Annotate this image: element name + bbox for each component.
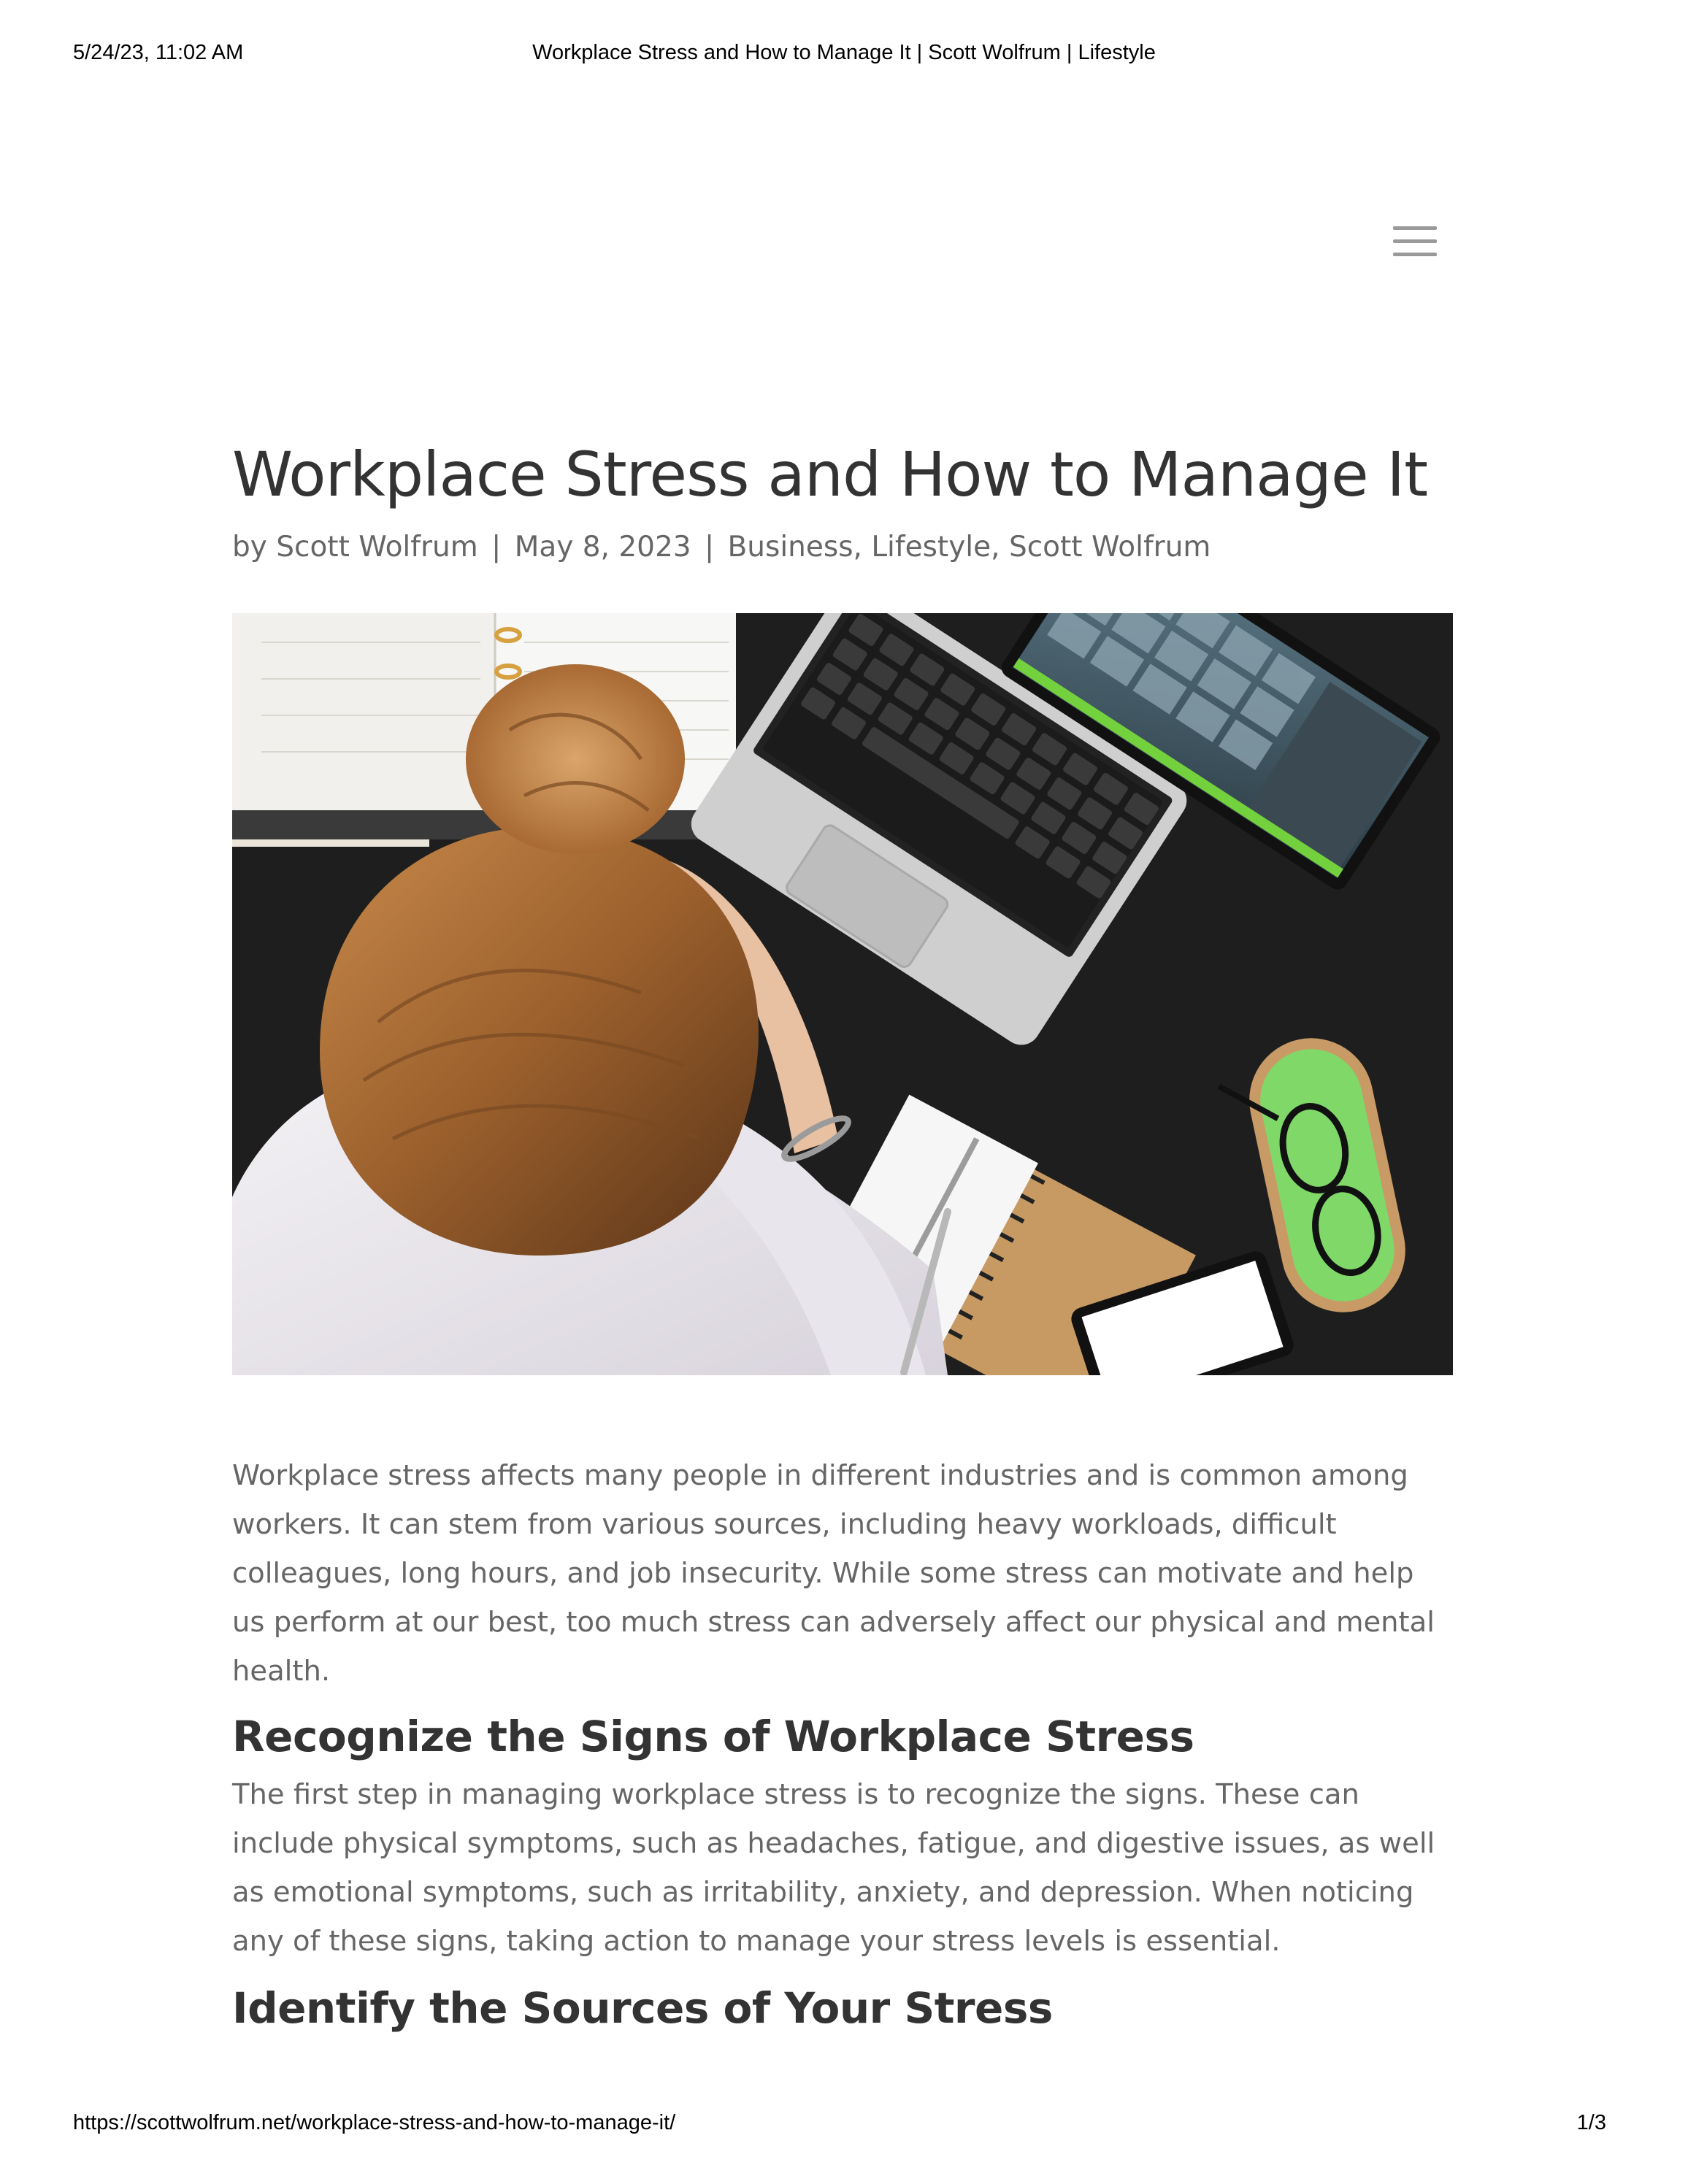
menu-bar bbox=[1393, 253, 1437, 256]
meta-separator: | bbox=[491, 531, 502, 564]
category-link-business[interactable]: Business bbox=[727, 531, 853, 564]
meta-comma: , bbox=[991, 531, 1009, 564]
category-link-lifestyle[interactable]: Lifestyle bbox=[871, 531, 991, 564]
print-url: https://scottwolfrum.net/workplace-stress-and-how-to-manage-it/ bbox=[73, 2111, 676, 2134]
meta-comma: , bbox=[853, 531, 872, 564]
category-link-scott-wolfrum[interactable]: Scott Wolfrum bbox=[1008, 531, 1211, 564]
meta-separator: | bbox=[705, 531, 715, 564]
menu-bar bbox=[1393, 226, 1437, 230]
post-meta bbox=[232, 527, 1453, 568]
section-heading-recognize-signs: Recognize the Signs of Workplace Stress bbox=[232, 1712, 1194, 1761]
post-date: May 8, 2023 bbox=[514, 531, 691, 564]
signs-paragraph: The first step in managing workplace stress is to recognize the signs. These can include physical symptoms, such as headaches, fatigue, and digestive issues, as well as emotional symptoms, such as irritability, anxiety, and depression. When noticing any of these signs, taking action to manage your stress levels is essential. bbox=[232, 1778, 1435, 1958]
author-link[interactable]: Scott Wolfrum bbox=[276, 531, 478, 564]
post-title: Workplace Stress and How to Manage It bbox=[232, 439, 1428, 510]
featured-image bbox=[232, 613, 1453, 1375]
hamburger-menu-icon[interactable] bbox=[1393, 223, 1437, 258]
article bbox=[232, 431, 1453, 2042]
print-page-number: 1/3 bbox=[1576, 2111, 1606, 2134]
menu-bar bbox=[1393, 239, 1437, 243]
intro-paragraph: Workplace stress affects many people in different industries and is common among workers. It can stem from various sources, including heavy workloads, difficult colleagues, long hours, and job insecurity. While some stress can motivate and help us perform at our best, too much stress can adversely affect our physical and mental health. bbox=[232, 1459, 1435, 1688]
meta-by: by bbox=[232, 531, 267, 564]
section-heading-identify-sources: Identify the Sources of Your Stress bbox=[232, 1983, 1053, 2033]
print-date: 5/24/23, 11:02 AM bbox=[73, 41, 244, 64]
print-page-title: Workplace Stress and How to Manage It | Scott Wolfrum | Lifestyle bbox=[532, 41, 1156, 64]
